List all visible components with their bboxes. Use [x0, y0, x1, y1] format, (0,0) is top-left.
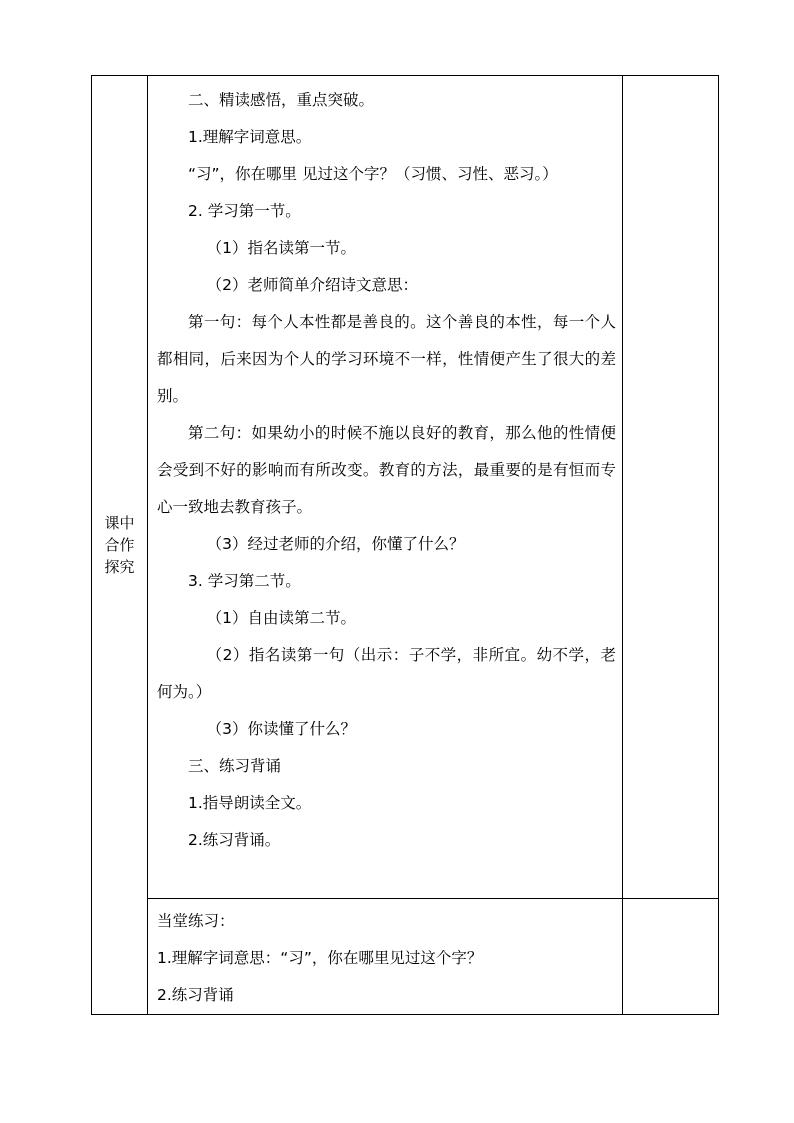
task-free-read: （1）自由读第二节。	[206, 609, 356, 627]
step-practice-recitation: 2.练习背诵。	[188, 831, 281, 849]
section-label-cell	[92, 76, 148, 1015]
task-what-read: （3）你读懂了什么？	[206, 720, 356, 738]
main-content-cell	[148, 76, 623, 899]
task-teacher-intro: （2）老师简单介绍诗文意思：	[206, 276, 418, 294]
exercise-item-1: 1.理解字词意思：“习”，你在哪里见过这个字？	[157, 949, 483, 967]
task-read-first-sentence: （2）指名读第一句（出示：子不学，非所宜。幼不学，老何为。）	[157, 646, 616, 701]
step-guided-reading: 1.指导朗读全文。	[188, 794, 312, 812]
exercise-note-cell	[623, 899, 719, 1015]
exercise-row	[92, 899, 719, 1015]
main-row	[92, 76, 719, 899]
heading-recitation: 三、练习背诵	[188, 757, 282, 775]
task-read-section-one: （1）指名读第一节。	[206, 239, 356, 257]
step-word-meaning: 1.理解字词意思。	[188, 128, 312, 146]
exercise-heading: 当堂练习：	[157, 912, 235, 930]
explain-first-sentence: 第一句：每个人本性都是善良的。这个善良的本性，每一个人都相同，后来因为个人的学习环境不一样，性情便产生了很大的差别。	[157, 313, 616, 405]
section-label: 课中合作探究	[104, 514, 135, 576]
heading-close-reading: 二、精读感悟，重点突破。	[188, 91, 375, 109]
question-xi-character: “习”，你在哪里 见过这个字？（习惯、习性、恶习。）	[188, 165, 558, 183]
lesson-plan-table	[91, 75, 719, 1015]
step-learn-section-one: 2. 学习第一节。	[188, 202, 301, 220]
exercise-content-cell	[148, 899, 623, 1015]
main-note-cell	[623, 76, 719, 899]
task-what-understood: （3）经过老师的介绍，你懂了什么？	[206, 535, 465, 553]
step-learn-section-two: 3. 学习第二节。	[188, 572, 301, 590]
explain-second-sentence: 第二句：如果幼小的时候不施以良好的教育，那么他的性情便会受到不好的影响而有所改变。教育的方法，最重要的是有恒而专心一致地去教育孩子。	[157, 424, 616, 516]
exercise-item-2: 2.练习背诵	[157, 986, 234, 1004]
